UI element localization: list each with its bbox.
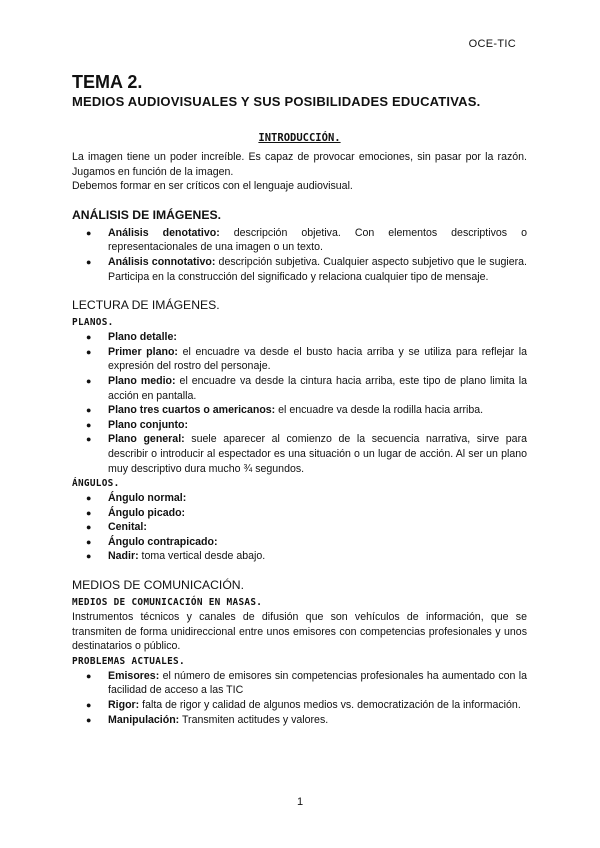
bullet-icon: ● <box>86 551 92 562</box>
angulos-subheading: ÁNGULOS. <box>72 478 120 490</box>
list-item <box>72 330 527 345</box>
list-item <box>72 535 527 550</box>
bullet-icon: ● <box>86 536 92 547</box>
list-item <box>72 374 527 403</box>
intro-heading: INTRODUCCIÓN. <box>258 132 341 144</box>
list-item-text: falta de rigor y calidad de algunos medios vs. democratización de la información. <box>139 699 521 712</box>
bullet-icon: ● <box>86 714 92 725</box>
list-item-term: Ángulo normal: <box>108 492 187 505</box>
header-course-code: OCE-TIC <box>468 38 516 50</box>
list-item <box>72 226 527 255</box>
bullet-icon: ● <box>86 434 92 445</box>
bullet-icon: ● <box>86 332 92 343</box>
bullet-icon: ● <box>86 493 92 504</box>
planos-subheading: PLANOS. <box>72 317 114 329</box>
problemas-list <box>72 669 527 727</box>
list-item <box>72 713 527 728</box>
list-item-text: el encuadre va desde la rodilla hacia arriba. <box>275 404 484 417</box>
list-item-term: Ángulo picado: <box>108 506 186 519</box>
list-item-text: descripción subjetiva. Cualquier aspecto subjetivo que le sugiera. Participa en la construcción del significado y relaciona cualquier tipo de mensaje. <box>108 255 527 283</box>
list-item-text: el encuadre va desde la cintura hacia arriba, este tipo de plano limita la acción en pantalla. <box>108 374 527 402</box>
bullet-icon: ● <box>86 375 92 386</box>
list-item <box>72 698 527 713</box>
list-item-term: Plano medio: <box>108 374 176 387</box>
analisis-heading: ANÁLISIS DE IMÁGENES. <box>72 207 221 222</box>
list-item <box>72 345 527 374</box>
list-item <box>72 520 527 535</box>
list-item <box>72 506 527 521</box>
list-item-term: Cenital: <box>108 521 147 534</box>
list-item-text: el encuadre va desde el busto hacia arriba y se utiliza para reflejar la expresión del rostro del personaje. <box>108 345 527 373</box>
list-item <box>72 669 527 698</box>
list-item-term: Análisis denotativo: <box>108 226 220 239</box>
list-item <box>72 403 527 418</box>
bullet-icon: ● <box>86 346 92 357</box>
bullet-icon: ● <box>86 670 92 681</box>
list-item-term: Análisis connotativo: <box>108 255 216 268</box>
list-item-term: Rigor: <box>108 699 140 712</box>
list-item-text: Transmiten actitudes y valores. <box>179 713 329 726</box>
analisis-list <box>72 226 527 284</box>
list-item-text: toma vertical desde abajo. <box>138 550 266 563</box>
intro-paragraph-1: La imagen tiene un poder increíble. Es capaz de provocar emociones, sin pasar por la razón. Jugamos en función de la imagen. <box>72 151 527 178</box>
lectura-heading: LECTURA DE IMÁGENES. <box>72 298 220 313</box>
problemas-subheading: PROBLEMAS ACTUALES. <box>72 655 185 667</box>
list-item-term: Emisores: <box>108 669 160 682</box>
list-item <box>72 549 527 564</box>
list-item-term: Plano tres cuartos o americanos: <box>108 404 276 417</box>
bullet-icon: ● <box>86 419 92 430</box>
list-item-term: Plano general: <box>108 433 185 446</box>
list-item <box>72 255 527 284</box>
list-item-text: suele aparecer al comienzo de la secuencia narrativa, sirve para describir o introducir al espectador es una situación o un lugar de acción. Al ser un plano muy descriptivo dura mucho ¾ segundos. <box>108 433 527 475</box>
masas-subheading: MEDIOS DE COMUNICACIÓN EN MASAS. <box>72 597 263 609</box>
bullet-icon: ● <box>86 405 92 416</box>
page-number: 1 <box>296 796 304 808</box>
bullet-icon: ● <box>86 256 92 267</box>
bullet-icon: ● <box>86 700 92 711</box>
angulos-list <box>72 491 527 564</box>
page-title: TEMA 2. <box>72 72 143 92</box>
page-subtitle: MEDIOS AUDIOVISUALES Y SUS POSIBILIDADES EDUCATIVAS. <box>72 94 481 109</box>
planos-list <box>72 330 527 476</box>
list-item-term: Ángulo contrapicado: <box>108 535 218 548</box>
list-item <box>72 491 527 506</box>
list-item-term: Primer plano: <box>108 345 178 358</box>
bullet-icon: ● <box>86 507 92 518</box>
page-content <box>72 72 527 727</box>
bullet-icon: ● <box>86 522 92 533</box>
intro-paragraph-2: Debemos formar en ser críticos con el lenguaje audiovisual. <box>72 180 353 193</box>
medios-heading: MEDIOS DE COMUNICACIÓN. <box>72 578 244 593</box>
list-item-term: Plano detalle: <box>108 331 177 344</box>
masas-paragraph: Instrumentos técnicos y canales de difusión que son vehículos de información, que se transmiten de forma unidireccional entre unos emisores con competencias profesionales y unos destinatarios o público. <box>72 611 527 653</box>
list-item-text: descripción objetiva. Con elementos descriptivos o representacionales de una imagen o un texto. <box>108 226 528 254</box>
list-item <box>72 432 527 476</box>
list-item-term: Nadir: <box>108 550 139 563</box>
list-item-text: el número de emisores sin competencias profesionales ha aumentado con la facilidad de acceso a las TIC <box>108 669 527 697</box>
list-item <box>72 418 527 433</box>
list-item-term: Manipulación: <box>108 713 180 726</box>
list-item-term: Plano conjunto: <box>108 418 189 431</box>
bullet-icon: ● <box>86 227 92 238</box>
